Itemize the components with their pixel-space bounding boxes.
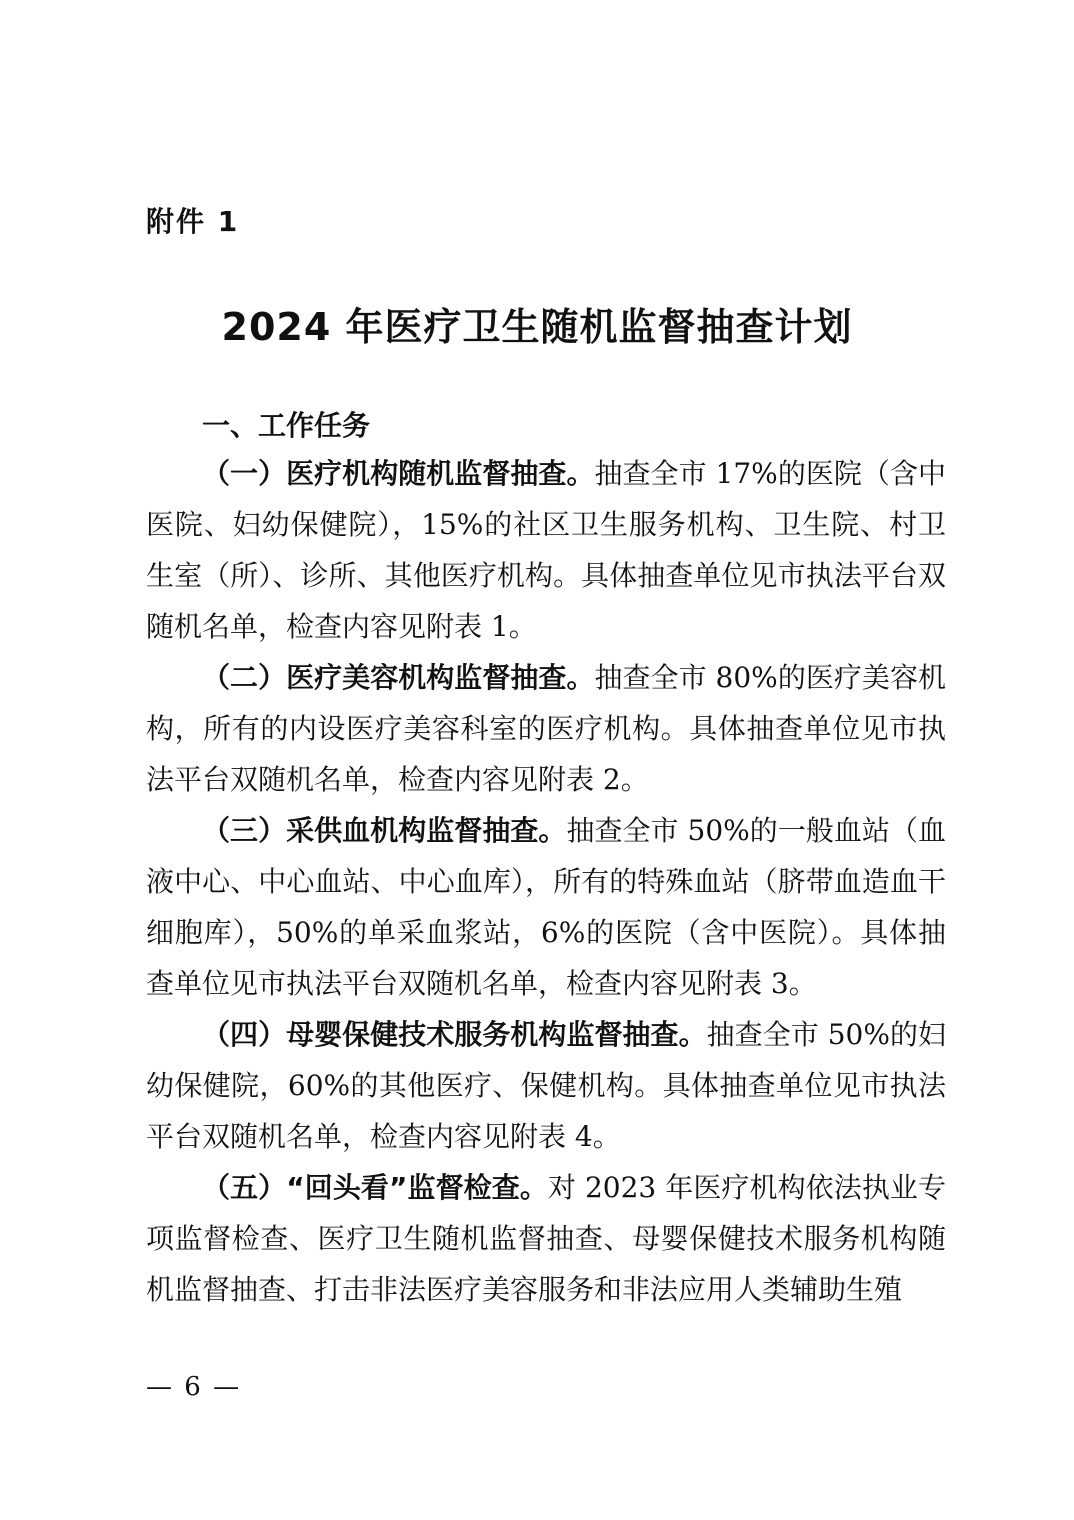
paragraph-lead: （四）母婴保健技术服务机构监督抽查。 <box>202 1018 707 1051</box>
paragraph-body: 抽查全市 50%的一般血站（血液中心、中心血站、中心血库），所有的特殊血站（脐带血造血干细胞库），50%的单采血浆站，6%的医院（含中医院）。具体抽查单位见市执法平台双随机名单，检查内容见附表 3。 <box>146 814 946 1000</box>
paragraph-lead: （二）医疗美容机构监督抽查。 <box>202 661 595 694</box>
page-number: — 6 — <box>146 1372 242 1402</box>
paragraph-body: 抽查全市 80%的医疗美容机构，所有的内设医疗美容科室的医疗机构。具体抽查单位见市执法平台双随机名单，检查内容见附表 2。 <box>146 661 946 796</box>
paragraph-medical-cosmetology <box>146 652 946 805</box>
section-heading-tasks: 一、工作任务 <box>202 409 371 442</box>
paragraph-look-back <box>146 1162 946 1315</box>
attachment-label: 附件 1 <box>146 205 240 238</box>
paragraph-maternal-infant <box>146 1009 946 1162</box>
document-title: 2024 年医疗卫生随机监督抽查计划 <box>221 305 853 349</box>
paragraph-blood-institutions <box>146 805 946 1009</box>
paragraph-body: 对 2023 年医疗机构依法执业专项监督检查、医疗卫生随机监督抽查、母婴保健技术服务机构随机监督抽查、打击非法医疗美容服务和非法应用人类辅助生殖 <box>146 1171 947 1306</box>
paragraph-body: 抽查全市 17%的医院（含中医院、妇幼保健院），15%的社区卫生服务机构、卫生院、村卫生室（所）、诊所、其他医疗机构。具体抽查单位见市执法平台双随机名单，检查内容见附表 1。 <box>146 457 946 643</box>
paragraph-lead: （三）采供血机构监督抽查。 <box>202 814 567 847</box>
paragraph-medical-institutions <box>146 448 946 652</box>
body-text <box>146 448 946 1315</box>
paragraph-lead: （一）医疗机构随机监督抽查。 <box>202 457 595 490</box>
paragraph-body: 抽查全市 50%的妇幼保健院，60%的其他医疗、保健机构。具体抽查单位见市执法平台双随机名单，检查内容见附表 4。 <box>146 1018 946 1153</box>
paragraph-lead: （五）“回头看”监督检查。 <box>202 1171 548 1204</box>
